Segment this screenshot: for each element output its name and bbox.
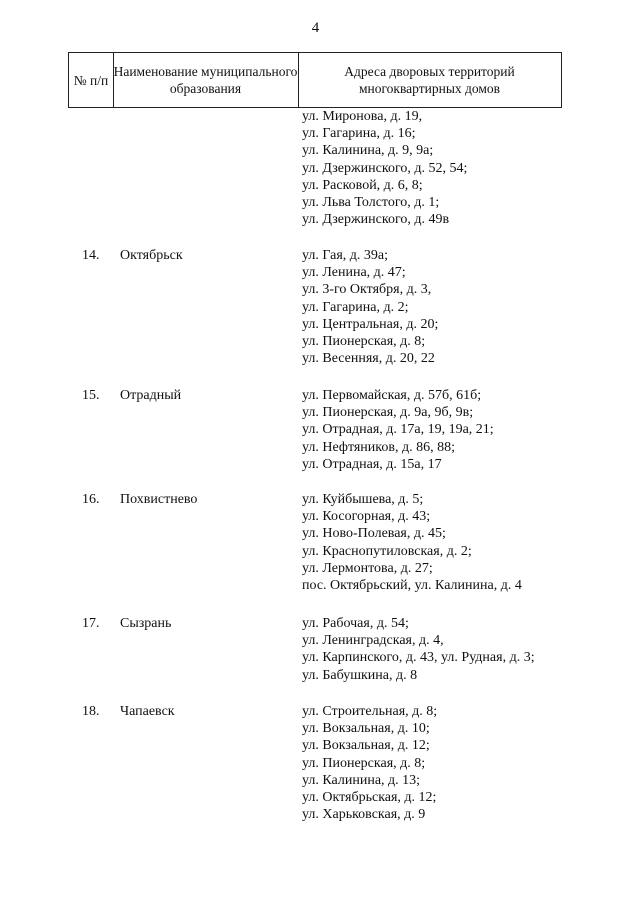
address-line: ул. Рабочая, д. 54;: [302, 616, 409, 631]
address-line: ул. Харьковская, д. 9: [302, 807, 426, 823]
address-line: ул. Гая, д. 39а;: [302, 248, 388, 263]
address-line: ул. Гагарина, д. 16;: [302, 126, 416, 142]
address-line: ул. Краснопутиловская, д. 2;: [302, 543, 472, 559]
address-line: ул. Ленина, д. 47;: [302, 265, 406, 281]
address-line: ул. Отрадная, д. 15а, 17: [302, 456, 442, 472]
address-line: ул. Лермонтова, д. 27;: [302, 560, 433, 576]
address-line: ул. Миронова, д. 19,: [302, 109, 423, 124]
address-list: [302, 491, 522, 594]
address-list: [302, 703, 437, 823]
address-line: ул. Косогорная, д. 43;: [302, 509, 431, 525]
address-line: пос. Октябрьский, ул. Калинина, д. 4: [302, 577, 522, 593]
address-line: ул. Ленинградская, д. 4,: [302, 633, 444, 649]
row-number: 18.: [82, 704, 100, 719]
address-line: ул. Калинина, д. 9, 9а;: [302, 143, 434, 159]
header-col-municipality: Наименование муниципального образования: [113, 64, 298, 96]
address-line: ул. Октябрьская, д. 12;: [302, 789, 437, 805]
row-number: 15.: [82, 388, 100, 403]
address-line: ул. Карпинского, д. 43, ул. Рудная, д. 3;: [302, 650, 535, 666]
header-col-number: № п/п: [73, 72, 109, 88]
address-line: ул. Пионерская, д. 9а, 9б, 9в;: [302, 405, 474, 421]
address-list: [302, 387, 494, 473]
address-line: ул. Пионерская, д. 8;: [302, 333, 426, 349]
address-line: ул. Первомайская, д. 57б, 61б;: [302, 388, 482, 403]
address-line: ул. Льва Толстого, д. 1;: [302, 194, 440, 210]
address-line: ул. Вокзальная, д. 12;: [302, 738, 430, 754]
row-number: 14.: [82, 248, 100, 263]
address-line: ул. Куйбышева, д. 5;: [302, 492, 424, 507]
address-line: ул. Дзержинского, д. 49в: [302, 212, 450, 228]
address-line: ул. Расковой, д. 6, 8;: [302, 177, 423, 193]
municipality-name: Отрадный: [120, 388, 182, 403]
address-line: ул. Бабушкина, д. 8: [302, 667, 418, 683]
address-line: ул. Строительная, д. 8;: [302, 704, 438, 719]
address-line: ул. 3-го Октября, д. 3,: [302, 282, 432, 298]
municipality-name: Похвистнево: [120, 492, 198, 507]
address-line: ул. Вокзальная, д. 10;: [302, 721, 430, 737]
row-number: 16.: [82, 492, 100, 507]
municipality-name: Октябрьск: [120, 248, 183, 263]
address-line: ул. Калинина, д. 13;: [302, 772, 421, 788]
municipality-name: Сызрань: [120, 616, 172, 631]
address-line: ул. Гагарина, д. 2;: [302, 299, 409, 315]
page-number: 4: [311, 20, 320, 36]
row-number: 17.: [82, 616, 100, 631]
header-col-addresses: Адреса дворовых территорий многоквартирных домов: [344, 64, 515, 96]
municipality-name: Чапаевск: [120, 704, 175, 719]
address-line: ул. Ново-Полевая, д. 45;: [302, 526, 446, 542]
address-line: ул. Пионерская, д. 8;: [302, 755, 426, 771]
address-list: [302, 247, 438, 367]
address-line: ул. Дзержинского, д. 52, 54;: [302, 160, 468, 176]
address-line: ул. Нефтяников, д. 86, 88;: [302, 439, 456, 455]
address-line: ул. Центральная, д. 20;: [302, 316, 439, 332]
address-list-continuation: [302, 108, 467, 228]
address-line: ул. Весенняя, д. 20, 22: [302, 351, 435, 367]
address-line: ул. Отрадная, д. 17а, 19, 19а, 21;: [302, 422, 494, 438]
address-list: [302, 615, 535, 684]
